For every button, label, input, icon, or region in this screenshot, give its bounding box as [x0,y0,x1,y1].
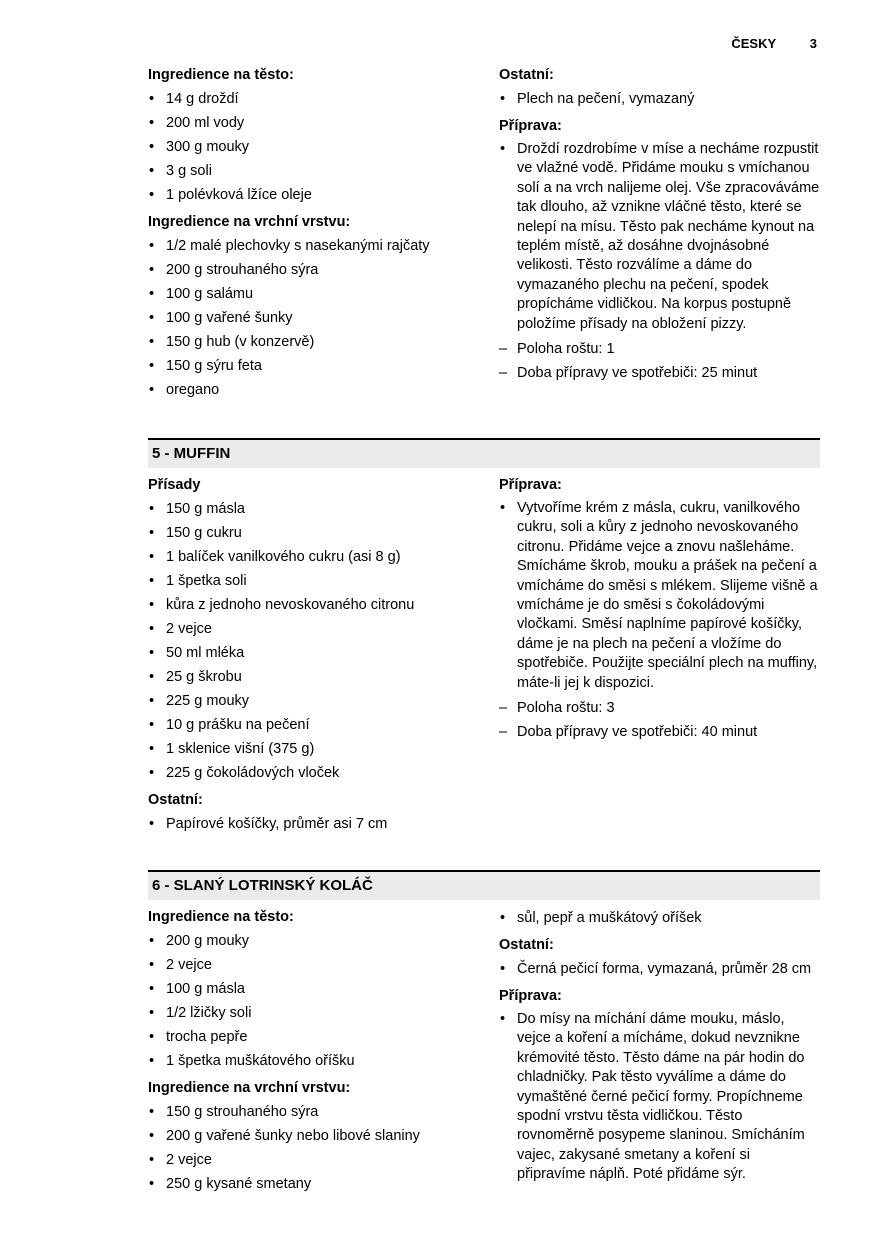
other-heading: Ostatní: [148,792,203,808]
section-title: 6 - SLANÝ LOTRINSKÝ KOLÁČ [152,877,373,894]
list-item: • 200 ml vody [148,111,478,135]
list-item: • 1 špetka muškátového oříšku [148,1049,478,1073]
shelf-position: – Poloha roštu: 3 [499,696,820,720]
list-item: • 2 vejce [148,953,478,977]
list-item: • 1 sklenice višní (375 g) [148,737,478,761]
recipe-6-preparation-column [499,906,820,1188]
topping-continued-list [499,906,820,930]
list-item: • 25 g škrobu [148,665,478,689]
recipe-5-preparation-column [499,474,820,744]
page-header [731,36,817,51]
list-item: • 10 g prášku na pečení [148,713,478,737]
other-list [499,957,820,981]
list-item: • Plech na pečení, vymazaný [499,87,820,111]
list-item: • 100 g salámu [148,282,478,306]
list-item: • 1 špetka soli [148,569,478,593]
preparation-heading: Příprava: [499,477,562,493]
preparation-text: • Do mísy na míchání dáme mouku, máslo, vejce a koření a mícháme, dokud nevznikne krémovité těsto. Těsto dáme na pár hodin do chladničky. Pak těsto vyválíme a dáme do vymaštěné černé pečicí formy. Propíchneme spodní vrstvu těsta vidličkou. Těsto rovnoměrně posypeme slaninou. Smícháním vajec, zakysané smetany a koření si připravíme náplň. Poté přidáme sýr. [499,1010,820,1185]
list-item: • Černá pečicí forma, vymazaná, průměr 28 cm [499,957,820,981]
list-item: • 3 g soli [148,159,478,183]
other-list [499,87,820,111]
other-list [148,812,478,836]
preparation-text: • Droždí rozdrobíme v míse a necháme rozpustit ve vlažné vodě. Přidáme mouku s vmíchanou solí a na vrch nalijeme olej. Vše zpracováváme tak dlouho, až vznikne vláčné těsto, které se nelepí na mísu. Těsto pak necháme kynout na teplém místě, až dosáhne dvojnásobné velikosti. Těsto rozválíme a dáme do vymazaného plechu na pečení, spodek propícháme vidličkou. Na korpus postupně položíme přísady na obložení pizzy. [499,140,820,334]
list-item: • 100 g másla [148,977,478,1001]
recipe-4-preparation-column [499,64,820,385]
recipe-6-ingredients-column [148,906,478,1196]
other-heading: Ostatní: [499,67,554,83]
recipe-4-ingredients-column [148,64,478,402]
dough-ingredients-list [148,87,478,207]
list-item: • 1 polévková lžíce oleje [148,183,478,207]
list-item: • 1/2 lžičky soli [148,1001,478,1025]
list-item: • 150 g cukru [148,521,478,545]
list-item: • 2 vejce [148,1148,478,1172]
list-item: • 300 g mouky [148,135,478,159]
language-label: ČESKY [731,36,777,51]
list-item: • 1/2 malé plechovky s nasekanými rajčaty [148,234,478,258]
list-item: • trocha pepře [148,1025,478,1049]
recipe-5-ingredients-column [148,474,478,836]
ingredients-list [148,497,478,785]
other-heading: Ostatní: [499,937,554,953]
list-item: • 150 g másla [148,497,478,521]
page-number: 3 [809,36,817,51]
list-item: • 150 g sýru feta [148,354,478,378]
topping-ingredients-list [148,234,478,402]
dough-ingredients-heading: Ingredience na těsto: [148,909,294,925]
list-item: • 2 vejce [148,617,478,641]
list-item: • 200 g strouhaného sýra [148,258,478,282]
list-item: • 150 g hub (v konzervě) [148,330,478,354]
cooking-time: – Doba přípravy ve spotřebiči: 40 minut [499,720,820,744]
list-item: • kůra z jednoho nevoskovaného citronu [148,593,478,617]
list-item: • oregano [148,378,478,402]
list-item: • 225 g mouky [148,689,478,713]
list-item: • Papírové košíčky, průměr asi 7 cm [148,812,478,836]
list-item: • 225 g čokoládových vloček [148,761,478,785]
list-item: • 1 balíček vanilkového cukru (asi 8 g) [148,545,478,569]
list-item: • 14 g droždí [148,87,478,111]
topping-ingredients-heading: Ingredience na vrchní vrstvu: [148,214,351,230]
list-item: • 200 g vařené šunky nebo libové slaniny [148,1124,478,1148]
preparation-text: • Vytvoříme krém z másla, cukru, vanilkového cukru, soli a kůry z jednoho nevoskovaného citronu. Přidáme vejce a znovu našleháme. Smícháme škrob, mouku a prášek na pečení a vmícháme do směsi s mlékem. Slijeme višně a vmícháme je do směsi s čokoládovými vločkami. Směsí naplníme papírové košíčky, dáme je na plech na pečení a vložíme do spotřebiče. Použijte speciální plech na muffiny, máte-li jej k dispozici. [499,499,820,693]
list-item: • 250 g kysané smetany [148,1172,478,1196]
section-header-muffin [148,438,820,468]
dough-ingredients-heading: Ingredience na těsto: [148,67,294,83]
list-item: • 50 ml mléka [148,641,478,665]
list-item: • 150 g strouhaného sýra [148,1100,478,1124]
preparation-list [499,1010,820,1185]
list-item: • sůl, pepř a muškátový oříšek [499,906,820,930]
section-title: 5 - MUFFIN [152,445,231,462]
dough-ingredients-list [148,929,478,1073]
preparation-heading: Příprava: [499,118,562,134]
preparation-heading: Příprava: [499,988,562,1004]
section-header-quiche [148,870,820,900]
preparation-list [499,499,820,744]
shelf-position: – Poloha roštu: 1 [499,337,820,361]
topping-ingredients-heading: Ingredience na vrchní vrstvu: [148,1080,351,1096]
list-item: • 200 g mouky [148,929,478,953]
preparation-list [499,140,820,385]
topping-ingredients-list [148,1100,478,1196]
cooking-time: – Doba přípravy ve spotřebiči: 25 minut [499,361,820,385]
list-item: • 100 g vařené šunky [148,306,478,330]
ingredients-heading: Přísady [148,477,201,493]
